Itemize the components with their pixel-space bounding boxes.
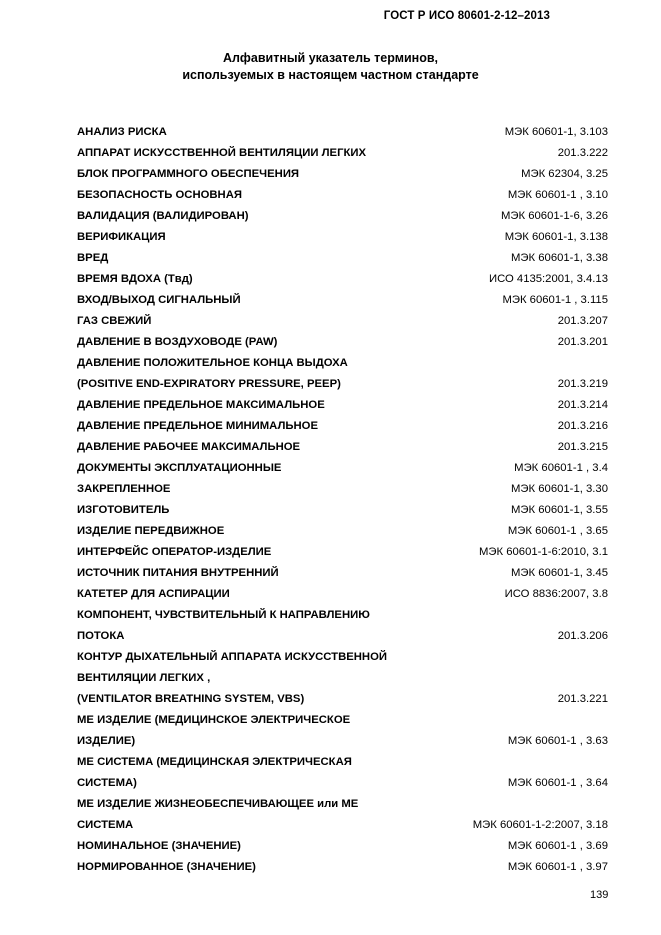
index-term: КАТЕТЕР ДЛЯ АСПИРАЦИИ (77, 588, 230, 600)
index-entry (77, 836, 608, 857)
index-entry (77, 122, 608, 143)
index-entry (77, 857, 608, 878)
index-reference: МЭК 60601-1, 3.138 (504, 231, 608, 243)
index-reference: МЭК 60601-1 , 3.69 (507, 840, 608, 852)
index-reference: МЭК 60601-1, 3.30 (511, 483, 608, 495)
index-entry (77, 248, 608, 269)
index-term: АППАРАТ ИСКУССТВЕННОЙ ВЕНТИЛЯЦИИ ЛЕГКИХ (77, 147, 367, 159)
index-term: КОНТУР ДЫХАТЕЛЬНЫЙ АППАРАТА ИСКУССТВЕННОЙ ВЕНТИЛЯЦИИ ЛЕГКИХ , (VENTILATOR BREATHING SYSTEM, VBS) (77, 651, 388, 705)
index-term: НОРМИРОВАННОЕ (ЗНАЧЕНИЕ) (77, 861, 256, 873)
index-entry (77, 458, 608, 479)
index-entry (77, 437, 608, 458)
index-entry (77, 794, 608, 836)
page-number: 139 (590, 889, 609, 901)
index-term: МЕ ИЗДЕЛИЕ ЖИЗНЕОБЕСПЕЧИВАЮЩЕЕ или МЕ СИСТЕМА (77, 798, 359, 831)
index-reference: МЭК 60601-1 , 3.64 (507, 777, 608, 789)
term-index-list (77, 122, 608, 878)
index-reference: 201.3.221 (557, 693, 608, 705)
index-title-line-1: Алфавитный указатель терминов, (222, 51, 439, 65)
document-header-code: ГОСТ Р ИСО 80601-2-12–2013 (383, 10, 550, 22)
index-reference: МЭК 62304, 3.25 (521, 168, 608, 180)
index-term: ИЗДЕЛИЕ ПЕРЕДВИЖНОЕ (77, 525, 225, 537)
index-reference: 201.3.216 (557, 420, 608, 432)
index-term: ВАЛИДАЦИЯ (ВАЛИДИРОВАН) (77, 210, 249, 222)
index-reference: ИСО 4135:2001, 3.4.13 (488, 273, 608, 285)
index-term: МЕ СИСТЕМА (МЕДИЦИНСКАЯ ЭЛЕКТРИЧЕСКАЯ СИСТЕМА) (77, 756, 352, 789)
index-term: ИНТЕРФЕЙС ОПЕРАТОР-ИЗДЕЛИЕ (77, 546, 272, 558)
index-term: ДАВЛЕНИЕ В ВОЗДУХОВОДЕ (PAW) (77, 336, 278, 348)
index-reference: МЭК 60601-1 , 3.115 (502, 294, 608, 306)
index-reference: МЭК 60601-1, 3.38 (511, 252, 608, 264)
index-term: БЛОК ПРОГРАММНОГО ОБЕСПЕЧЕНИЯ (77, 168, 300, 180)
index-reference: МЭК 60601-1, 3.45 (511, 567, 608, 579)
index-term: ВРЕД (77, 252, 109, 264)
index-term: КОМПОНЕНТ, ЧУВСТВИТЕЛЬНЫЙ К НАПРАВЛЕНИЮ ПОТОКА (77, 609, 370, 642)
index-term: ДАВЛЕНИЕ РАБОЧЕЕ МАКСИМАЛЬНОЕ (77, 441, 301, 453)
index-entry (77, 206, 608, 227)
index-reference: МЭК 60601-1, 3.55 (511, 504, 608, 516)
index-term: ИСТОЧНИК ПИТАНИЯ ВНУТРЕННИЙ (77, 567, 279, 579)
index-reference: 201.3.222 (557, 147, 608, 159)
index-reference: МЭК 60601-1 , 3.97 (507, 861, 608, 873)
index-entry (77, 647, 608, 710)
index-term: ДОКУМЕНТЫ ЭКСПЛУАТАЦИОННЫЕ (77, 462, 282, 474)
index-entry (77, 584, 608, 605)
index-entry (77, 143, 608, 164)
index-reference: МЭК 60601-1-6:2010, 3.1 (478, 546, 608, 558)
index-entry (77, 710, 608, 752)
index-reference: МЭК 60601-1-2:2007, 3.18 (472, 819, 608, 831)
index-reference: 201.3.215 (557, 441, 608, 453)
index-entry (77, 332, 608, 353)
index-entry (77, 542, 608, 563)
index-reference: 201.3.207 (557, 315, 608, 327)
index-reference: 201.3.219 (557, 378, 608, 390)
index-entry (77, 353, 608, 395)
index-reference: МЭК 60601-1, 3.103 (504, 126, 608, 138)
index-title (0, 50, 661, 84)
index-entry (77, 521, 608, 542)
index-reference: МЭК 60601-1 , 3.65 (507, 525, 608, 537)
index-term: БЕЗОПАСНОСТЬ ОСНОВНАЯ (77, 189, 242, 201)
index-reference: МЭК 60601-1 , 3.10 (507, 189, 608, 201)
index-reference: МЭК 60601-1-6, 3.26 (500, 210, 608, 222)
index-entry (77, 185, 608, 206)
index-reference: 201.3.214 (557, 399, 608, 411)
index-term: МЕ ИЗДЕЛИЕ (МЕДИЦИНСКОЕ ЭЛЕКТРИЧЕСКОЕ ИЗДЕЛИЕ) (77, 714, 351, 747)
index-entry (77, 479, 608, 500)
index-entry (77, 563, 608, 584)
index-title-line-2: используемых в настоящем частном стандарте (182, 68, 479, 82)
index-term: ДАВЛЕНИЕ ПРЕДЕЛЬНОЕ МИНИМАЛЬНОЕ (77, 420, 318, 432)
index-reference: 201.3.206 (557, 630, 608, 642)
index-term: ВХОД/ВЫХОД СИГНАЛЬНЫЙ (77, 294, 241, 306)
index-reference: МЭК 60601-1 , 3.63 (507, 735, 608, 747)
index-reference: 201.3.201 (557, 336, 608, 348)
index-term: АНАЛИЗ РИСКА (77, 126, 167, 138)
index-entry (77, 311, 608, 332)
index-term: ИЗГОТОВИТЕЛЬ (77, 504, 170, 516)
index-entry (77, 500, 608, 521)
index-term: ДАВЛЕНИЕ ПОЛОЖИТЕЛЬНОЕ КОНЦА ВЫДОХА (POSITIVE END-EXPIRATORY PRESSURE, PEEP) (77, 357, 348, 390)
index-entry (77, 395, 608, 416)
index-term: ЗАКРЕПЛЕННОЕ (77, 483, 171, 495)
index-term: НОМИНАЛЬНОЕ (ЗНАЧЕНИЕ) (77, 840, 241, 852)
index-entry (77, 227, 608, 248)
index-entry (77, 752, 608, 794)
index-entry (77, 290, 608, 311)
index-term: ДАВЛЕНИЕ ПРЕДЕЛЬНОЕ МАКСИМАЛЬНОЕ (77, 399, 325, 411)
index-entry (77, 605, 608, 647)
index-entry (77, 416, 608, 437)
index-reference: МЭК 60601-1 , 3.4 (514, 462, 608, 474)
index-term: ГАЗ СВЕЖИЙ (77, 315, 152, 327)
index-entry (77, 269, 608, 290)
index-term: ВЕРИФИКАЦИЯ (77, 231, 166, 243)
index-reference: ИСО 8836:2007, 3.8 (504, 588, 608, 600)
index-entry (77, 164, 608, 185)
index-term: ВРЕМЯ ВДОХА (Tвд) (77, 273, 193, 285)
